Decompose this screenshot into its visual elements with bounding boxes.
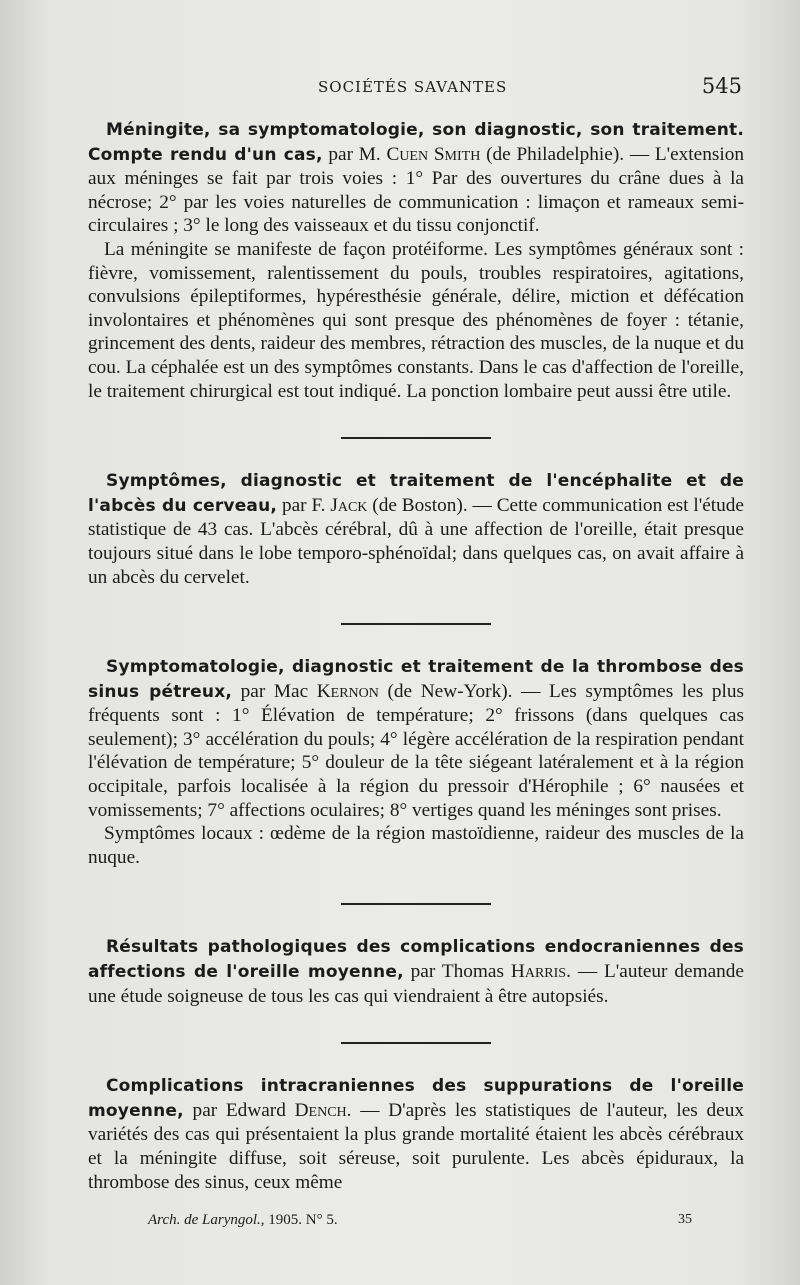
author-name: Dench <box>294 1099 347 1121</box>
running-head <box>0 76 800 100</box>
author-name: Harris <box>510 961 567 983</box>
article-title: Symptomatologie, diagnostic et traitement de la thrombose des sinus pétreux, <box>88 657 744 702</box>
article-title: Symptômes, diagnostic et traitement de l'encéphalite et de l'abcès du cerveau, <box>88 471 744 516</box>
byline-prefix: par M. <box>322 143 387 165</box>
article-lead <box>88 118 744 238</box>
page-number: 545 <box>701 74 742 98</box>
byline-prefix: par F. <box>277 494 331 516</box>
article-paragraph: Symptômes locaux : œdème de la région mastoïdienne, raideur des muscles de la nuque. <box>88 823 744 868</box>
author-name: Jack <box>330 494 368 516</box>
byline-prefix: par Thomas <box>403 961 511 983</box>
article-lead <box>88 935 744 1008</box>
byline-prefix: par Mac <box>232 680 317 702</box>
article-title: Résultats pathologiques des complications endocraniennes des affections de l'oreille moyenne, <box>88 937 744 983</box>
article-lead <box>88 1074 744 1194</box>
section-divider <box>341 1042 491 1044</box>
article-lead <box>88 655 744 822</box>
article-text: . — L'auteur demande une étude soigneuse de tous les cas qui viendraient à être autopsiés. <box>88 961 744 1007</box>
journal-title: Arch. de Laryngol. <box>148 1212 261 1228</box>
section-divider <box>341 903 491 905</box>
journal-reference <box>148 1212 338 1229</box>
section-divider <box>341 437 491 439</box>
article-title: Complications intracraniennes des suppurations de l'oreille moyenne, <box>88 1076 744 1121</box>
section-divider <box>341 623 491 625</box>
signature-mark: 35 <box>678 1212 692 1227</box>
author-name: Cuen Smith <box>386 143 481 165</box>
byline-prefix: par Edward <box>183 1099 295 1121</box>
article-resultats <box>88 935 744 1008</box>
article-text: . — D'après les statistiques de l'auteur, les deux variétés des cas qui présentaient la plus grande mortalité étaient les abcès cérébraux et la méningite diffuse, soit séreuse, soit purulente. Les abcès épiduraux, la thrombose des sinus, ceux même <box>88 1099 744 1193</box>
journal-issue: , 1905. N° 5. <box>260 1212 338 1228</box>
article-thrombose <box>88 655 744 869</box>
article-text: (de Boston). — Cette communication est l'étude statistique de 43 cas. L'abcès cérébral, dû à une affection de l'oreille, était presque toujours situé dans le lobe temporo-sphénoïdal; dans quelques cas, on avait affaire à un abcès du cervelet. <box>88 494 744 588</box>
article-meningite <box>88 118 744 403</box>
page-footer <box>0 1212 800 1236</box>
article-text: (de New-York). — Les symptômes les plus fréquents sont : 1° Élévation de température; 2° frissons (dans quelques cas seulement); 3° accélération du pouls; 4° légère accélération de la respiration pendant l'élévation de température; 5° douleur de la tête siégeant latéralement et à la région occipitale, parfois localisée à la région du pressoir d'Hérophile ; 6° nausées et vomissements; 7° affections oculaires; 8° vertiges quand les méninges sont prises. <box>88 680 744 821</box>
article-text: (de Philadelphie). — L'extension aux méninges se fait par trois voies : 1° Par des ouvertures du crâne dues à la nécrose; 2° par les voies naturelles de communication : limaçon et rameaux semi-circulaires ; 3° le long des vaisseaux et du tissu conjonctif. <box>88 143 745 237</box>
article-body <box>88 118 744 1194</box>
author-name: Kernon <box>316 680 379 702</box>
article-complications <box>88 1074 744 1194</box>
article-encephalite <box>88 469 744 589</box>
article-title: Méningite, sa symptomatologie, son diagnostic, son traitement. Compte rendu d'un cas, <box>88 120 744 165</box>
running-title: SOCIÉTÉS SAVANTES <box>318 78 508 96</box>
article-paragraph: La méningite se manifeste de façon protéiforme. Les symptômes généraux sont : fièvre, vomissement, ralentissement du pouls, troubles respiratoires, agitations, convulsions épileptiformes, hypéresthésie générale, délire, miction et défécation involontaires et phénomènes qui sont presque des phénomènes de foyer : tétanie, grincement des dents, raideur des membres, rétraction des muscles, de la nuque et du cou. La céphalée est un des symptômes constants. Dans le cas d'affection de l'oreille, le traitement chirurgical est tout indiqué. La ponction lombaire peut aussi être utile. <box>88 238 744 402</box>
article-lead <box>88 469 744 589</box>
